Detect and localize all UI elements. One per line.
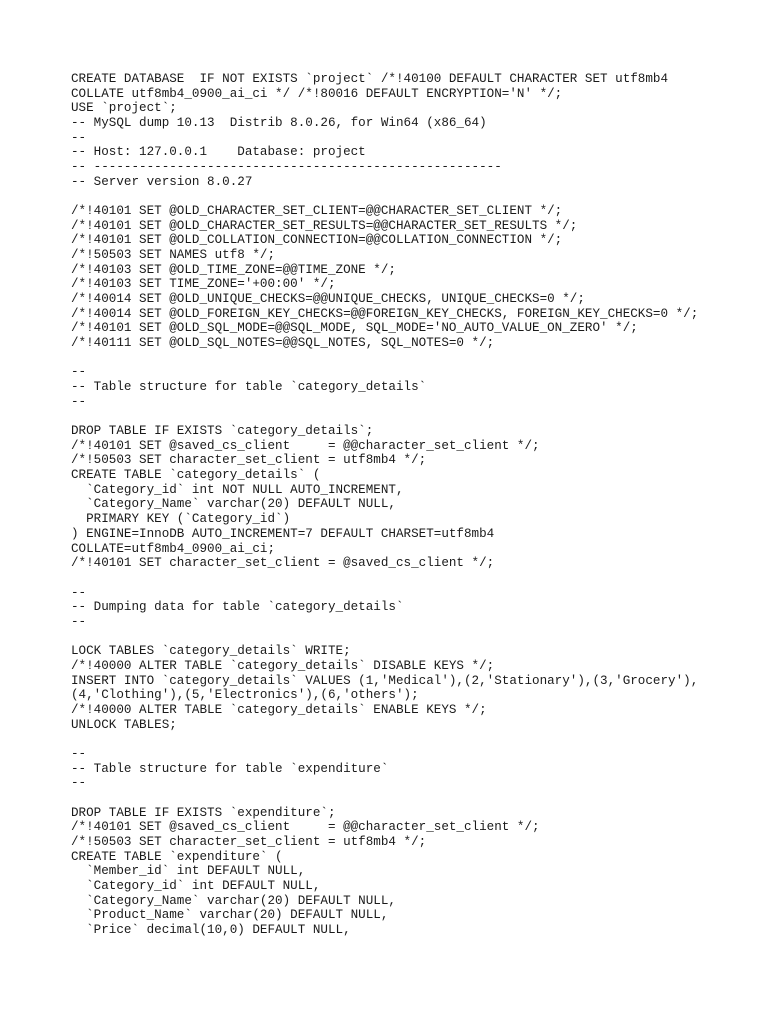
code-line: USE `project`;	[71, 101, 177, 116]
code-line: (4,'Clothing'),(5,'Electronics'),(6,'others');	[71, 688, 419, 703]
code-line: CREATE DATABASE IF NOT EXISTS `project` /*!40100 DEFAULT CHARACTER SET utf8mb4	[71, 72, 669, 86]
code-line: /*!40101 SET @saved_cs_client = @@character_set_client */;	[71, 438, 540, 453]
code-line: DROP TABLE IF EXISTS `category_details`;	[71, 424, 374, 439]
blank-line	[71, 189, 761, 204]
code-line: `Member_id` int DEFAULT NULL,	[71, 864, 306, 879]
blank-line	[71, 409, 761, 424]
code-line: `Category_id` int NOT NULL AUTO_INCREMENT,	[71, 482, 404, 497]
code-line: COLLATE utf8mb4_0900_ai_ci */ /*!80016 DEFAULT ENCRYPTION='N' */;	[71, 86, 563, 101]
code-line: `Category_Name` varchar(20) DEFAULT NULL,	[71, 893, 396, 908]
code-line: /*!40101 SET @OLD_COLLATION_CONNECTION=@@COLLATION_CONNECTION */;	[71, 233, 563, 248]
code-line: `Category_id` int DEFAULT NULL,	[71, 878, 321, 893]
code-line: COLLATE=utf8mb4_0900_ai_ci;	[71, 541, 276, 556]
code-line: -- MySQL dump 10.13 Distrib 8.0.26, for Win64 (x86_64)	[71, 116, 487, 131]
code-line: DROP TABLE IF EXISTS `expenditure`;	[71, 805, 336, 820]
blank-line	[71, 351, 761, 366]
code-line: `Price` decimal(10,0) DEFAULT NULL,	[71, 922, 351, 937]
code-line: --	[71, 365, 87, 380]
code-line: /*!40000 ALTER TABLE `category_details` ENABLE KEYS */;	[71, 702, 487, 717]
code-line: -- Host: 127.0.0.1 Database: project	[71, 145, 366, 160]
code-line: `Product_Name` varchar(20) DEFAULT NULL,	[71, 908, 389, 923]
code-line: --	[71, 776, 87, 791]
code-line: -- ------------------------------------------------------	[71, 160, 502, 175]
code-line: /*!40014 SET @OLD_UNIQUE_CHECKS=@@UNIQUE_CHECKS, UNIQUE_CHECKS=0 */;	[71, 292, 585, 307]
code-line: /*!40000 ALTER TABLE `category_details` DISABLE KEYS */;	[71, 658, 495, 673]
code-line: -- Table structure for table `expenditure`	[71, 761, 389, 776]
code-line: /*!40101 SET @OLD_CHARACTER_SET_CLIENT=@@CHARACTER_SET_CLIENT */;	[71, 204, 563, 219]
code-line: UNLOCK TABLES;	[71, 717, 177, 732]
code-line: /*!40111 SET @OLD_SQL_NOTES=@@SQL_NOTES, SQL_NOTES=0 */;	[71, 336, 495, 351]
code-line: /*!50503 SET character_set_client = utf8mb4 */;	[71, 834, 427, 849]
code-line: /*!40101 SET @saved_cs_client = @@character_set_client */;	[71, 820, 540, 835]
code-line: INSERT INTO `category_details` VALUES (1,'Medical'),(2,'Stationary'),(3,'Grocery'),	[71, 673, 699, 688]
blank-line	[71, 630, 761, 645]
code-line: /*!40101 SET character_set_client = @saved_cs_client */;	[71, 556, 495, 571]
code-line: LOCK TABLES `category_details` WRITE;	[71, 644, 351, 659]
blank-line	[71, 791, 761, 806]
document-page	[71, 72, 761, 938]
code-line: /*!50503 SET character_set_client = utf8mb4 */;	[71, 453, 427, 468]
blank-line	[71, 732, 761, 747]
code-line: -- Server version 8.0.27	[71, 174, 253, 189]
code-line: /*!40101 SET @OLD_CHARACTER_SET_RESULTS=@@CHARACTER_SET_RESULTS */;	[71, 218, 578, 233]
code-line: /*!40101 SET @OLD_SQL_MODE=@@SQL_MODE, SQL_MODE='NO_AUTO_VALUE_ON_ZERO' */;	[71, 321, 638, 336]
code-line: ) ENGINE=InnoDB AUTO_INCREMENT=7 DEFAULT CHARSET=utf8mb4	[71, 526, 495, 541]
code-line: /*!40014 SET @OLD_FOREIGN_KEY_CHECKS=@@FOREIGN_KEY_CHECKS, FOREIGN_KEY_CHECKS=0 */;	[71, 306, 699, 321]
code-line: CREATE TABLE `expenditure` (	[71, 849, 283, 864]
code-line: --	[71, 394, 87, 409]
code-line: -- Dumping data for table `category_details`	[71, 600, 404, 615]
code-line: --	[71, 746, 87, 761]
code-line: /*!40103 SET TIME_ZONE='+00:00' */;	[71, 277, 336, 292]
blank-line	[71, 571, 761, 586]
code-line: --	[71, 130, 87, 145]
code-line: --	[71, 585, 87, 600]
code-line: `Category_Name` varchar(20) DEFAULT NULL,	[71, 497, 396, 512]
code-line: /*!40103 SET @OLD_TIME_ZONE=@@TIME_ZONE */;	[71, 262, 396, 277]
code-line: -- Table structure for table `category_details`	[71, 380, 427, 395]
code-line: CREATE TABLE `category_details` (	[71, 468, 321, 483]
code-line: /*!50503 SET NAMES utf8 */;	[71, 248, 276, 263]
code-line: --	[71, 614, 87, 629]
code-line: PRIMARY KEY (`Category_id`)	[71, 512, 291, 527]
